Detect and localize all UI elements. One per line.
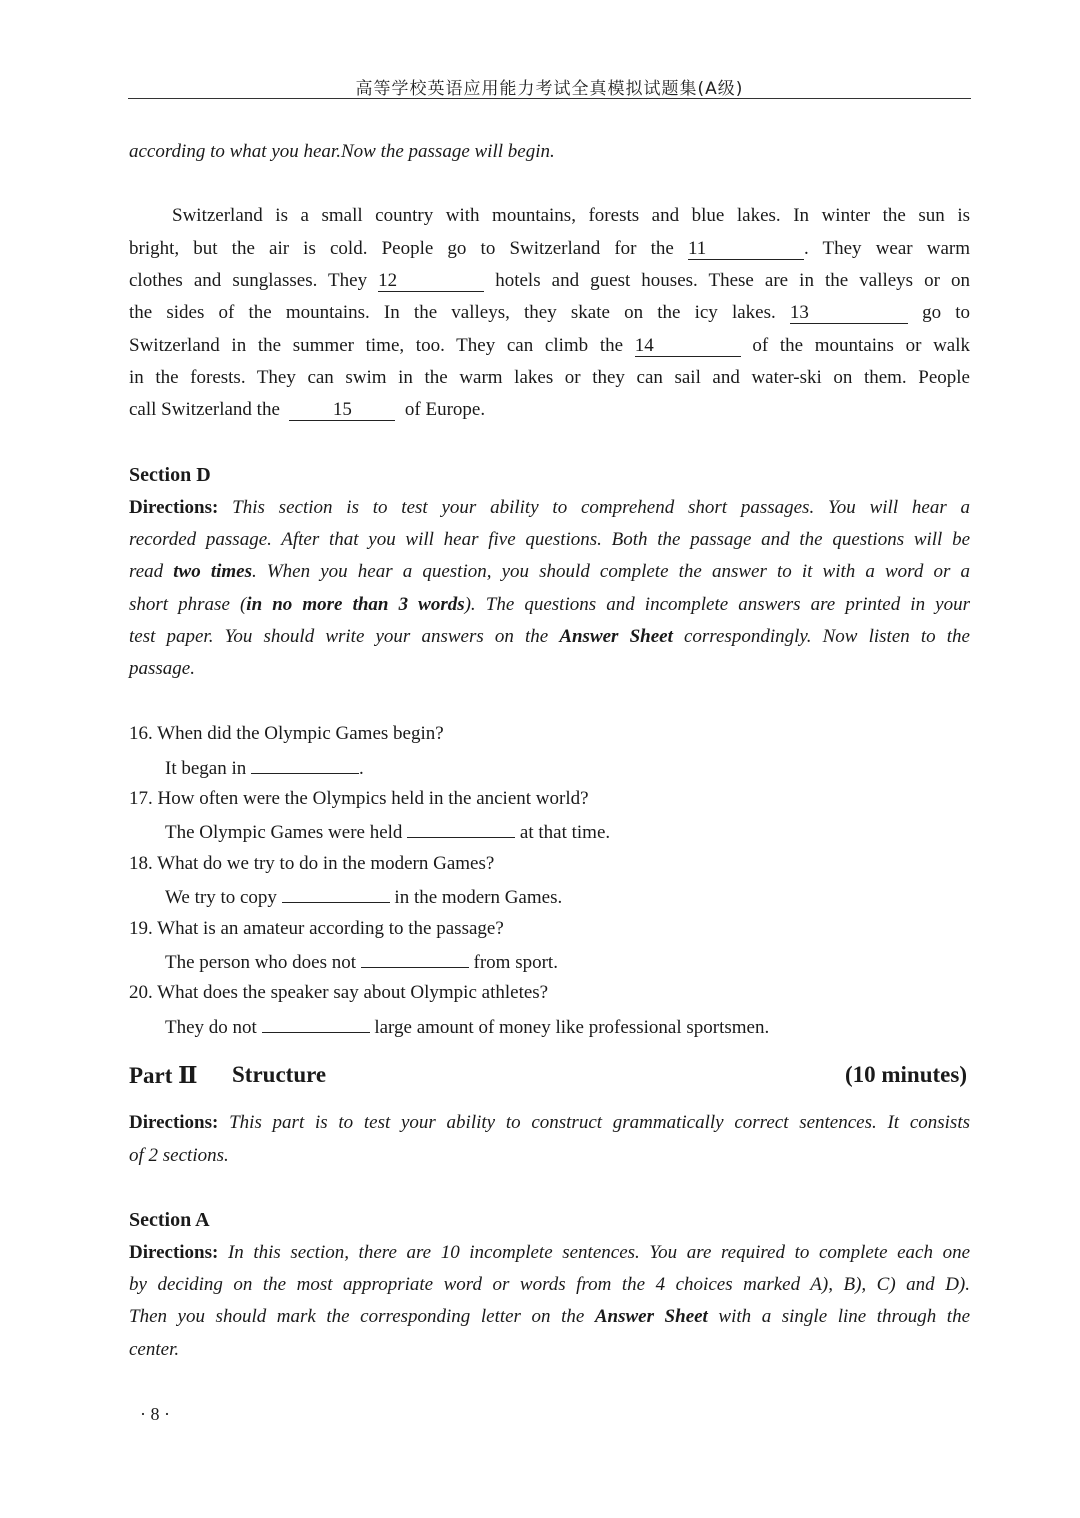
- section-a-directions-3: Then you should mark the corresponding letter on the Answer Sheet with a single line through the: [129, 1306, 970, 1327]
- question-19: 19. What is an amateur according to the passage?: [129, 918, 504, 939]
- question-18: 18. What do we try to do in the modern Games?: [129, 853, 495, 874]
- answer-20-blank[interactable]: [262, 1014, 370, 1033]
- question-17: 17. How often were the Olympics held in the ancient world?: [129, 788, 589, 809]
- answer-19: The person who does not from sport.: [165, 949, 970, 975]
- answer-20: They do not large amount of money like professional sportsmen.: [165, 1014, 970, 1040]
- section-d-directions-4: short phrase (in no more than 3 words). The questions and incomplete answers are printed in your: [129, 594, 970, 615]
- passage-line-4: the sides of the mountains. In the valleys, they skate on the icy lakes. 13 go to: [129, 302, 970, 323]
- section-a-directions-1: Directions: In this section, there are 10 incomplete sentences. You are required to complete each one: [129, 1242, 970, 1263]
- section-d-directions-1: Directions: This section is to test your ability to comprehend short passages. You will hear a: [129, 497, 971, 518]
- blank-14[interactable]: 14: [635, 336, 741, 357]
- running-header: 高等学校英语应用能力考试全真模拟试题集(A级): [355, 79, 744, 99]
- passage-line-2: bright, but the air is cold. People go to Switzerland for the 11 . They wear warm: [129, 238, 970, 259]
- section-a-directions-2: by deciding on the most appropriate word or words from the 4 choices marked A), B), C) and D).: [129, 1274, 970, 1295]
- answer-16-blank[interactable]: [251, 755, 359, 774]
- blank-11[interactable]: 11: [688, 239, 804, 260]
- part-2-title: Structure: [232, 1062, 327, 1087]
- passage-line-1: Switzerland is a small country with mountains, forests and blue lakes. In winter the sun is: [172, 205, 970, 226]
- blank-12[interactable]: 12: [378, 271, 484, 292]
- section-d-directions-5: test paper. You should write your answers on the Answer Sheet correspondingly. Now listen to the: [129, 626, 970, 647]
- question-16: 16. When did the Olympic Games begin?: [129, 723, 444, 744]
- blank-13[interactable]: 13: [790, 303, 908, 324]
- passage-line-6: in the forests. They can swim in the warm lakes or they can sail and water-ski on them. People: [129, 367, 970, 388]
- passage-line-3: clothes and sunglasses. They 12 hotels and guest houses. These are in the valleys or on: [129, 270, 971, 291]
- answer-17-blank[interactable]: [407, 819, 515, 838]
- part-2-directions-2: of 2 sections.: [129, 1145, 229, 1166]
- part-2-label: Part Ⅱ: [129, 1063, 198, 1088]
- part-2-heading: [129, 1062, 967, 1089]
- answer-18-blank[interactable]: [282, 884, 390, 903]
- answer-16: It began in .: [165, 755, 970, 781]
- section-d-directions-3: read two times. When you hear a question, you should complete the answer to it with a word or a: [129, 561, 970, 582]
- passage-line-5: Switzerland in the summer time, too. They can climb the 14 of the mountains or walk: [129, 335, 971, 356]
- answer-17: The Olympic Games were held at that time.: [165, 819, 970, 845]
- answer-18: We try to copy in the modern Games.: [165, 884, 970, 910]
- section-d-heading: Section D: [129, 464, 211, 486]
- passage-line-7: call Switzerland the 15 of Europe.: [129, 399, 486, 420]
- section-d-directions-2: recorded passage. After that you will hear five questions. Both the passage and the questions will be: [129, 529, 970, 550]
- blank-15[interactable]: 15: [289, 400, 395, 421]
- intro-tail: according to what you hear.Now the passage will begin.: [129, 141, 555, 162]
- answer-19-blank[interactable]: [361, 949, 469, 968]
- section-a-heading: Section A: [129, 1209, 210, 1231]
- question-20: 20. What does the speaker say about Olympic athletes?: [129, 982, 549, 1003]
- header-rule: [128, 98, 971, 99]
- section-d-directions-6: passage.: [129, 658, 195, 679]
- page-number: · 8 ·: [140, 1404, 170, 1424]
- part-2-time: (10 minutes): [844, 1062, 967, 1087]
- section-a-directions-4: center.: [129, 1339, 180, 1360]
- part-2-directions-1: Directions: This part is to test your ability to construct grammatically correct sentences. It consists: [129, 1112, 970, 1133]
